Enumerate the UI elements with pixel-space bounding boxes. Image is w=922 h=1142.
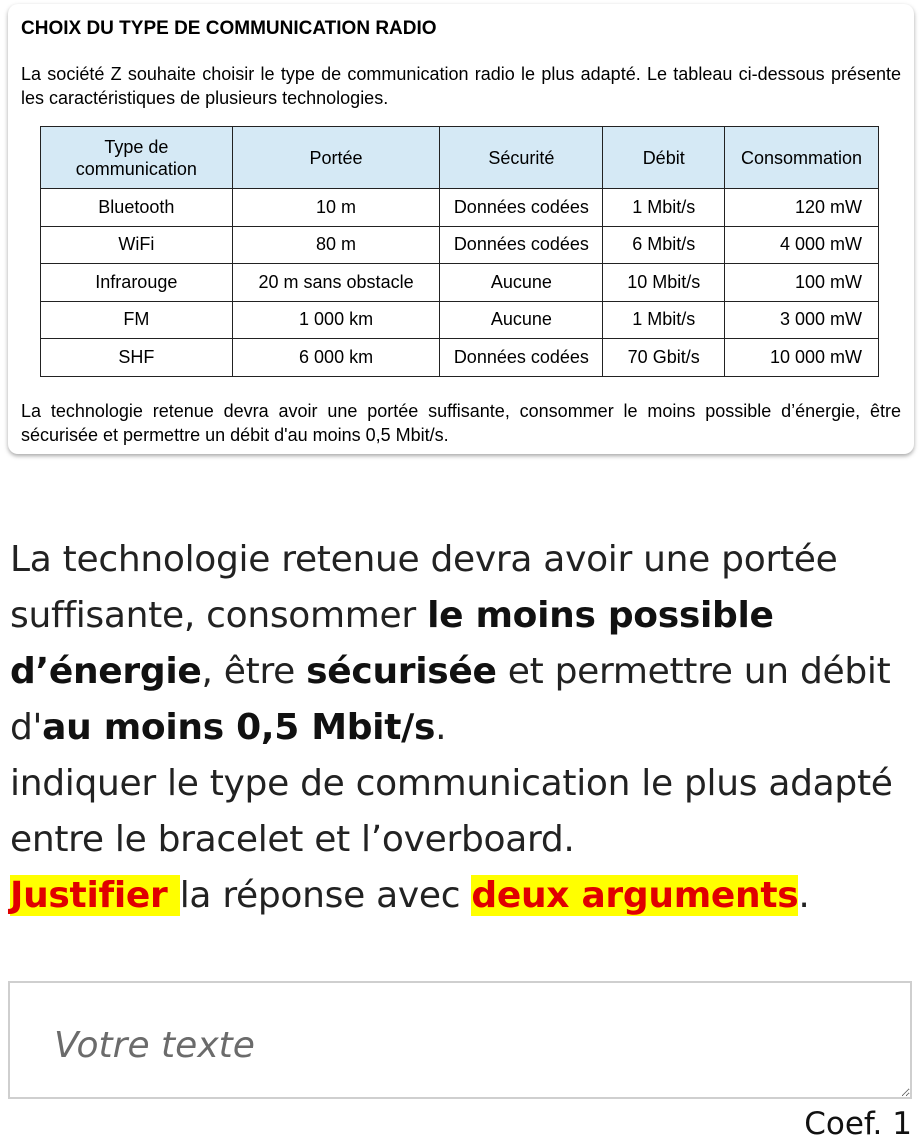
header-consommation: Consommation <box>725 127 879 189</box>
cell-securite: Données codées <box>440 339 603 377</box>
document-title: CHOIX DU TYPE DE COMMUNICATION RADIO <box>21 18 437 39</box>
cell-type: FM <box>41 301 233 339</box>
header-securite: Sécurité <box>440 127 603 189</box>
cell-debit: 6 Mbit/s <box>603 226 725 264</box>
coef-label: Coef. 1 <box>804 1106 912 1142</box>
question-part: , être <box>201 651 307 692</box>
table-row <box>41 339 879 377</box>
document-intro: La société Z souhaite choisir le type de communication radio le plus adapté. Le tableau ci-dessous présente les caractéristiques de plusieurs technologies. <box>21 64 901 108</box>
document-condition: La technologie retenue devra avoir une portée suffisante, consommer le moins possible d’énergie, être sécurisée et permettre un débit d'au moins 0,5 Mbit/s. <box>21 401 901 445</box>
cell-type: Bluetooth <box>41 189 233 227</box>
cell-securite: Données codées <box>440 226 603 264</box>
cell-portee: 1 000 km <box>232 301 440 339</box>
cell-portee: 80 m <box>232 226 440 264</box>
cell-portee: 10 m <box>232 189 440 227</box>
table-row <box>41 264 879 302</box>
question-instruction: indiquer le type de communication le plus adapté entre le bracelet et l’overboard. <box>10 763 893 860</box>
cell-consommation: 4 000 mW <box>725 226 879 264</box>
cell-securite: Aucune <box>440 301 603 339</box>
cell-portee: 6 000 km <box>232 339 440 377</box>
answer-input[interactable] <box>8 981 912 1099</box>
cell-consommation: 3 000 mW <box>725 301 879 339</box>
question-bold-secure: sécurisée <box>306 651 497 692</box>
table-header-row <box>41 127 879 189</box>
cell-type: WiFi <box>41 226 233 264</box>
question-part: . <box>435 707 447 748</box>
question-part: la réponse avec <box>179 875 472 916</box>
cell-securite: Données codées <box>440 189 603 227</box>
question-part: . <box>798 875 810 916</box>
highlight-justifier: Justifier <box>10 875 180 916</box>
highlight-deux-arguments: deux arguments <box>471 875 799 916</box>
question-part: La technologie retenue devra avoir une portée suffisante, consommer <box>10 539 838 636</box>
cell-consommation: 100 mW <box>725 264 879 302</box>
header-portee: Portée <box>232 127 440 189</box>
header-type: Type de communication <box>41 127 233 189</box>
question-bold-energy: le moins possible d’énergie <box>10 595 774 692</box>
technology-table <box>40 126 879 377</box>
cell-debit: 70 Gbit/s <box>603 339 725 377</box>
cell-consommation: 10 000 mW <box>725 339 879 377</box>
question-text <box>10 532 915 924</box>
cell-debit: 1 Mbit/s <box>603 301 725 339</box>
cell-type: SHF <box>41 339 233 377</box>
cell-debit: 10 Mbit/s <box>603 264 725 302</box>
cell-debit: 1 Mbit/s <box>603 189 725 227</box>
question-bold-rate: au moins 0,5 Mbit/s <box>42 707 436 748</box>
table-row <box>41 301 879 339</box>
cell-portee: 20 m sans obstacle <box>232 264 440 302</box>
question-part: et permettre un débit d' <box>10 651 891 748</box>
header-debit: Débit <box>603 127 725 189</box>
table-row <box>41 189 879 227</box>
cell-securite: Aucune <box>440 264 603 302</box>
table-row <box>41 226 879 264</box>
cell-type: Infrarouge <box>41 264 233 302</box>
cell-consommation: 120 mW <box>725 189 879 227</box>
